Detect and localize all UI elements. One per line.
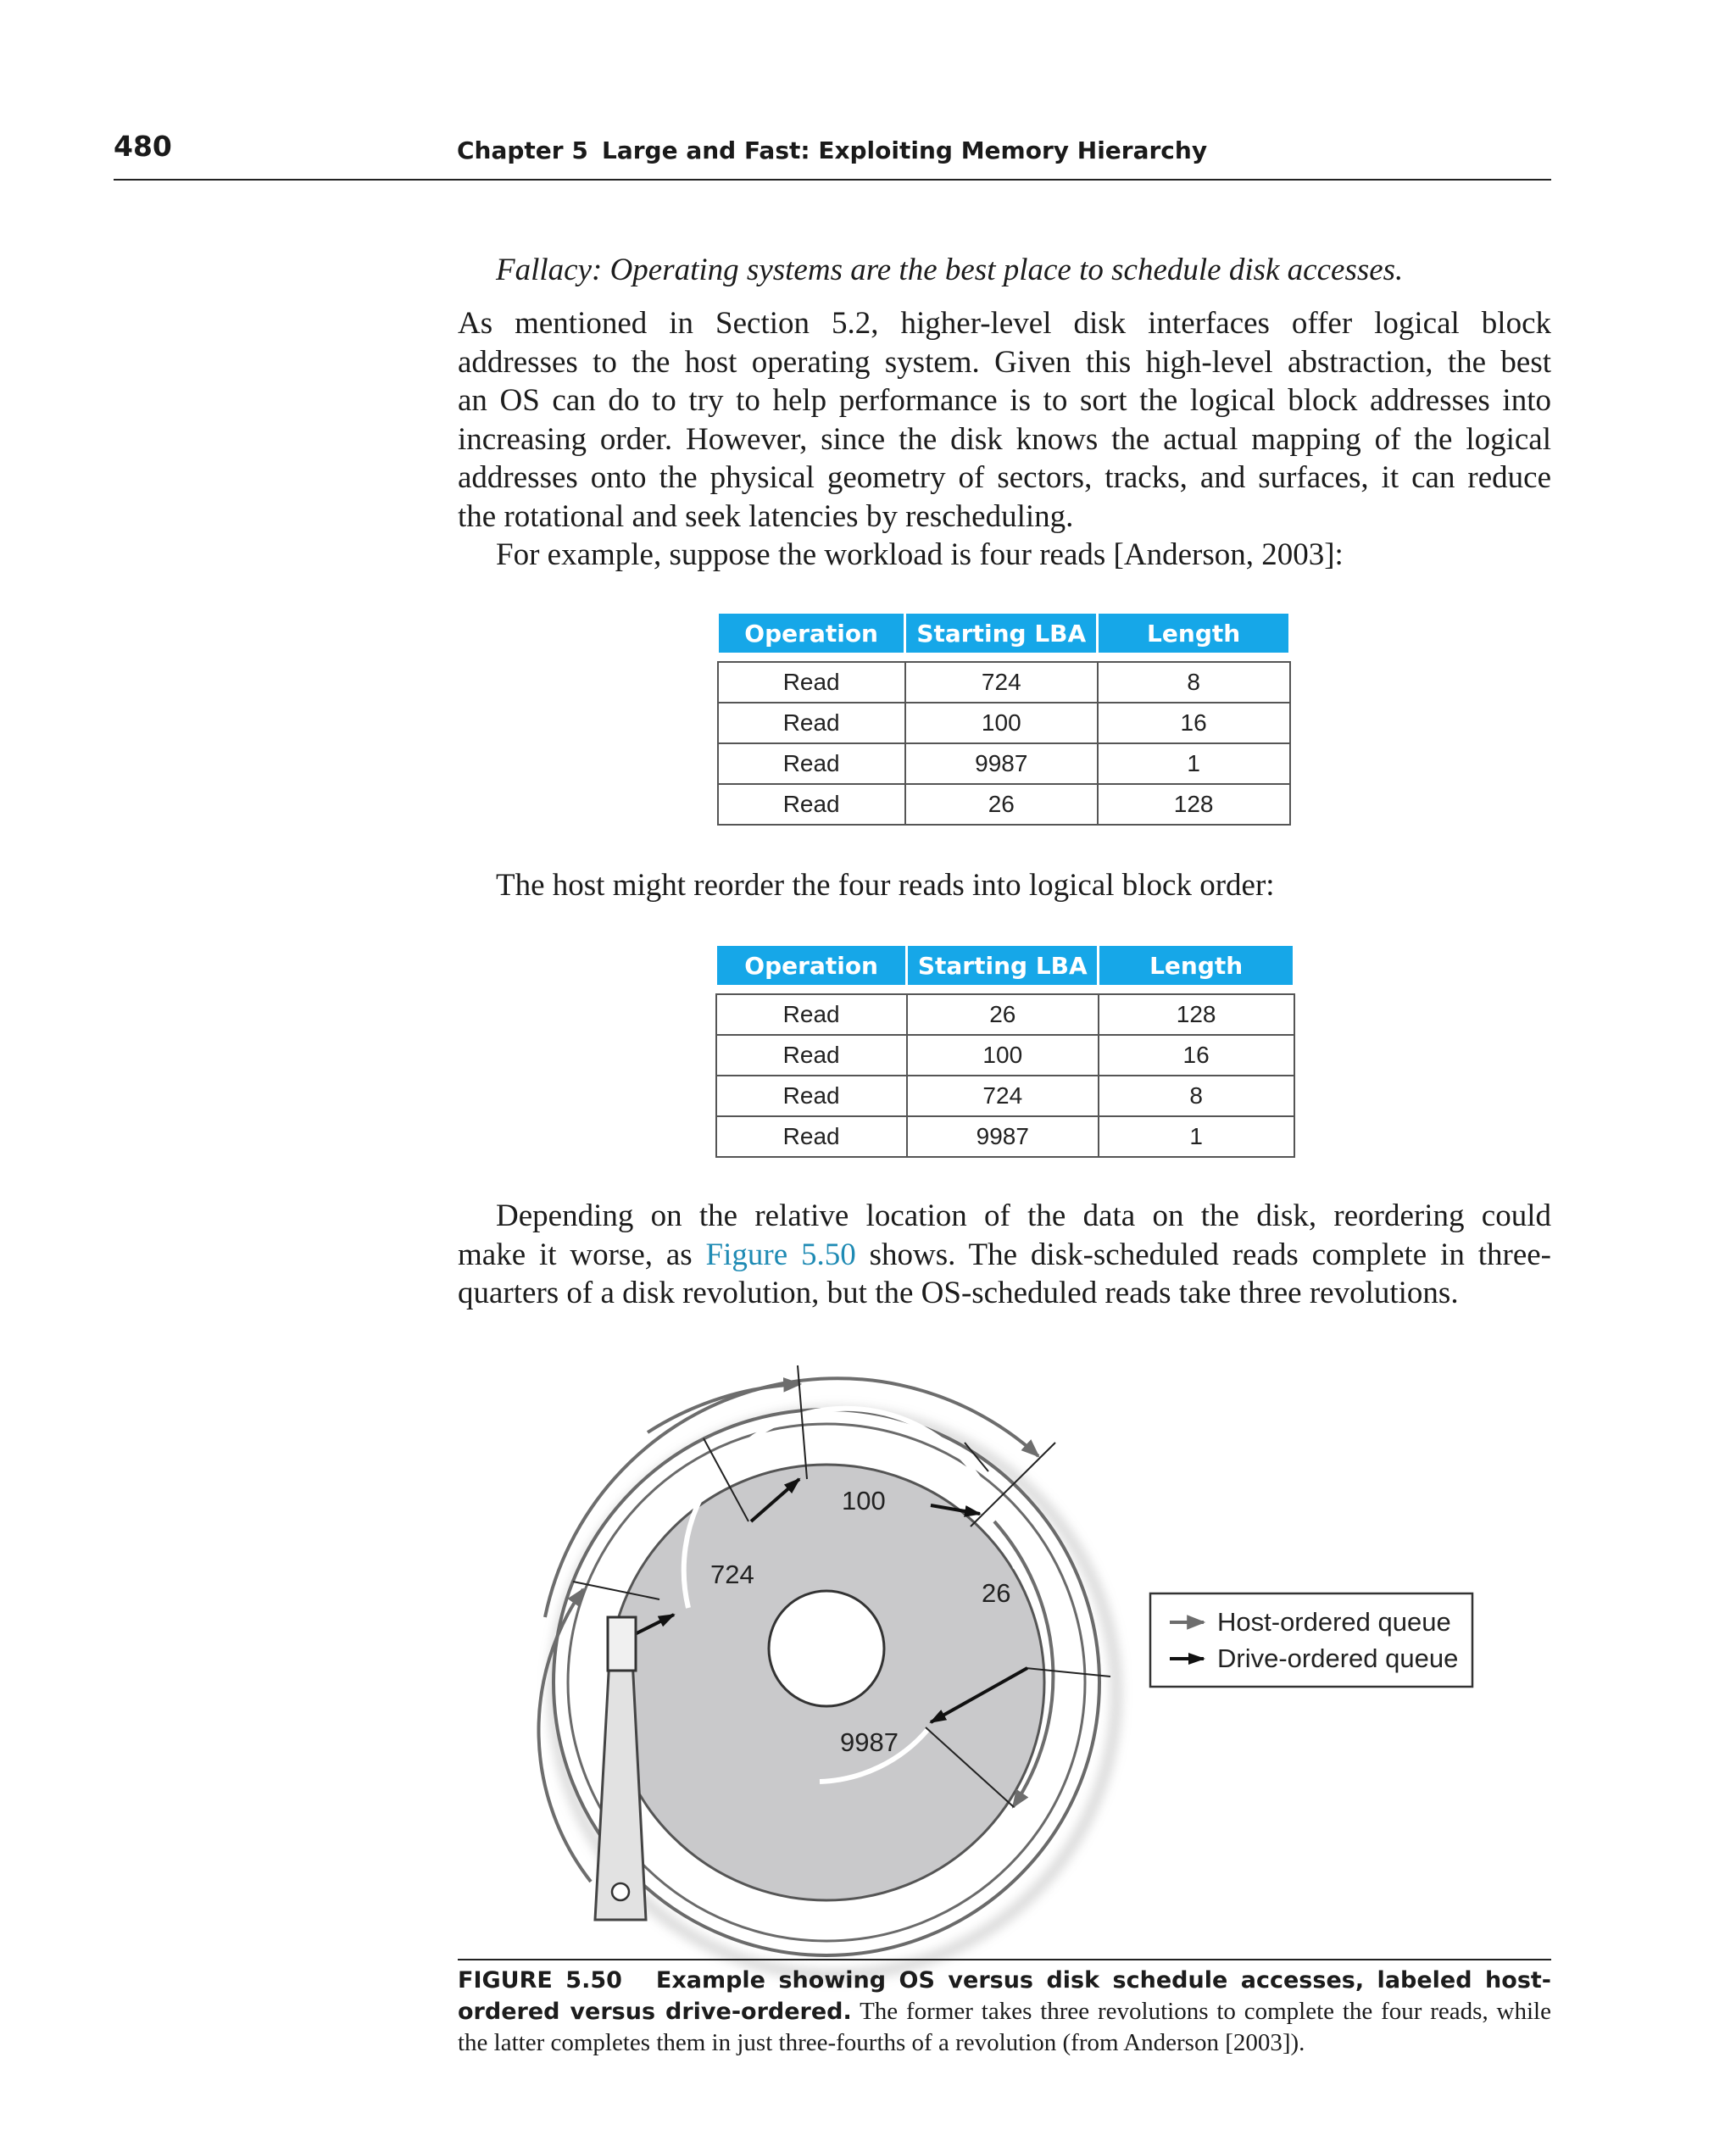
cell-operation: Read	[716, 994, 907, 1035]
cell-lba: 26	[905, 784, 1098, 825]
read-write-head	[608, 1617, 636, 1671]
sector-label-9987: 9987	[840, 1727, 899, 1757]
cell-length: 16	[1098, 703, 1290, 743]
cell-length: 8	[1098, 662, 1290, 703]
text-line: quarters of a disk revolution, but the OS-scheduled reads take three revolutions.	[458, 1276, 1459, 1310]
text-line: increasing order. However, since the disk knows the actual mapping of the logical	[458, 422, 1551, 457]
column-header-starting-lba: Starting LBA	[905, 614, 1098, 653]
column-header-operation: Operation	[716, 946, 907, 985]
caption-rule	[458, 1959, 1551, 1960]
text-span: make it worse, as	[458, 1237, 706, 1272]
text-line: the rotational and seek latencies by rescheduling.	[458, 499, 1074, 534]
cell-lba: 26	[907, 994, 1099, 1035]
text-line: an OS can do to try to help performance is to sort the logical block addresses into	[458, 383, 1551, 418]
figure-caption	[458, 1965, 1551, 2058]
cell-operation: Read	[716, 1035, 907, 1076]
cell-operation: Read	[718, 743, 905, 784]
cell-length: 1	[1098, 743, 1290, 784]
cell-operation: Read	[716, 1116, 907, 1157]
column-header-length: Length	[1099, 946, 1294, 985]
cell-length: 8	[1099, 1076, 1294, 1116]
cell-operation: Read	[718, 784, 905, 825]
sector-label-100: 100	[842, 1486, 886, 1515]
chapter-title: Large and Fast: Exploiting Memory Hierarchy	[602, 136, 1208, 164]
cell-lba: 100	[905, 703, 1098, 743]
caption-label: FIGURE 5.50	[458, 1967, 622, 1994]
cell-lba: 100	[907, 1035, 1099, 1076]
legend-host-label: Host-ordered queue	[1217, 1607, 1451, 1637]
chapter-label: Chapter 5	[457, 136, 588, 164]
legend-drive-label: Drive-ordered queue	[1217, 1643, 1459, 1673]
text-line: addresses to the host operating system. Given this high-level abstraction, the best	[458, 345, 1551, 380]
cell-length: 16	[1099, 1035, 1294, 1076]
cell-lba: 9987	[905, 743, 1098, 784]
figure-reference-link[interactable]: Figure 5.50	[705, 1237, 856, 1272]
cell-operation: Read	[718, 703, 905, 743]
page-number: 480	[114, 130, 172, 163]
column-header-operation: Operation	[718, 614, 905, 653]
cell-operation: Read	[718, 662, 905, 703]
sector-label-26: 26	[982, 1578, 1011, 1608]
caption-title: Example showing OS versus disk schedule accesses, labeled host-ordered versus drive-ordered.	[458, 1967, 1551, 2025]
sector-label-724: 724	[710, 1560, 754, 1589]
text-line: Depending on the relative location of the data on the disk, reordering could	[496, 1198, 1551, 1233]
cell-length: 1	[1099, 1116, 1294, 1157]
text-line: For example, suppose the workload is four reads [Anderson, 2003]:	[496, 537, 1344, 572]
fallacy-heading: Fallacy: Operating systems are the best place to schedule disk accesses.	[496, 253, 1404, 287]
cell-operation: Read	[716, 1076, 907, 1116]
column-header-starting-lba: Starting LBA	[907, 946, 1099, 985]
cell-length: 128	[1098, 784, 1290, 825]
cell-length: 128	[1099, 994, 1294, 1035]
text-line: As mentioned in Section 5.2, higher-level disk interfaces offer logical block	[458, 306, 1551, 341]
cell-lba: 724	[907, 1076, 1099, 1116]
text-line: addresses onto the physical geometry of sectors, tracks, and surfaces, it can reduce	[458, 460, 1551, 495]
spindle-hole	[769, 1591, 884, 1706]
text-span: shows. The disk-scheduled reads complete in three-	[855, 1237, 1551, 1272]
column-header-length: Length	[1098, 614, 1290, 653]
cell-lba: 9987	[907, 1116, 1099, 1157]
caption-text: The former takes three revolutions to complete the four reads, while the latter completes them in just three-fourths of a revolution (from Anderson [2003]).	[458, 1998, 1551, 2056]
cell-lba: 724	[905, 662, 1098, 703]
arm-pivot	[612, 1883, 629, 1900]
paragraph-reorder: The host might reorder the four reads into logical block order:	[496, 868, 1275, 903]
